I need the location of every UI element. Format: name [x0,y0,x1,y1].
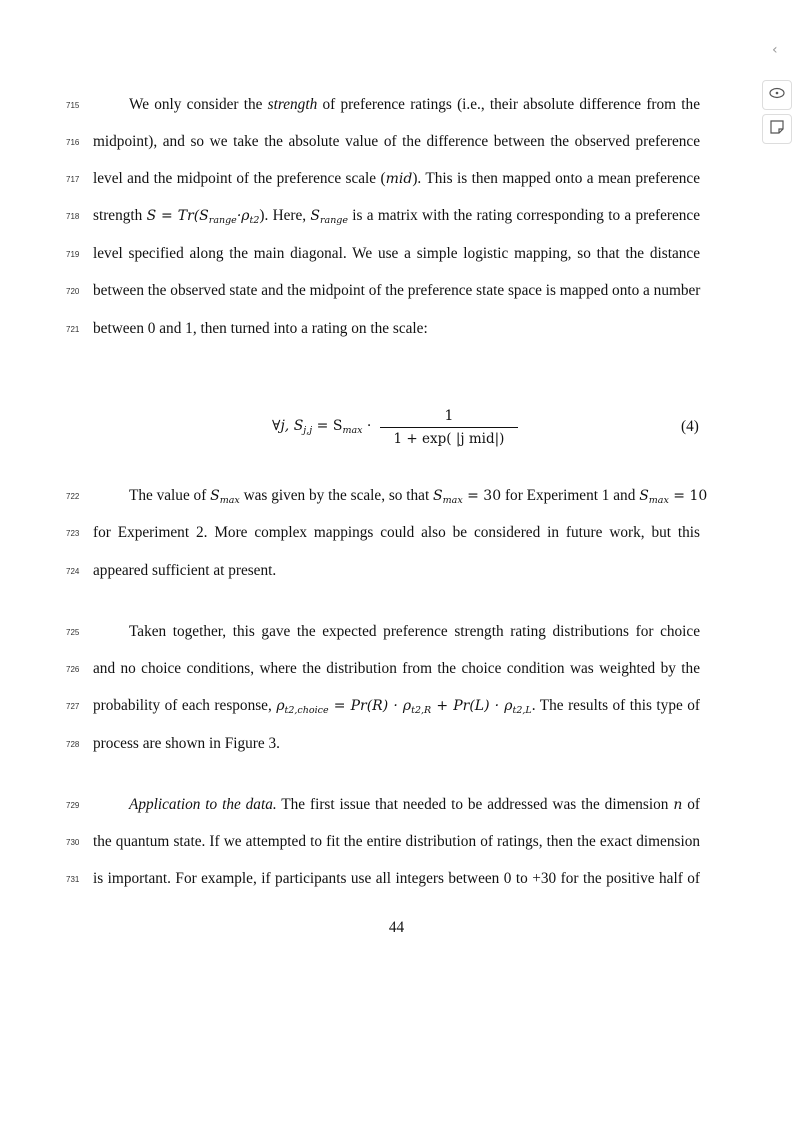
line-number: 728 [66,740,80,749]
line-text: appeared sufficient at present. [93,562,277,579]
line-text: between the observed state and the midpoint of the preference state space is mapped onto a number [93,282,701,299]
fraction-denominator: 1 + exp( |j mid|) [393,431,505,447]
line-number: 715 [66,101,80,110]
view-button[interactable] [762,80,792,110]
sticky-note-icon [769,119,785,140]
line-number: 723 [66,529,80,538]
line-number: 721 [66,325,80,334]
line-text: for Experiment 2. More complex mappings could also be considered in future work, but this [93,524,700,541]
line-text: midpoint), and so we take the absolute value of the difference between the observed preference [93,133,700,150]
line-number: 716 [66,138,80,147]
text-line [0,169,793,189]
equation-4 [0,405,793,450]
fraction-bar [380,427,518,428]
line-number: 729 [66,801,80,810]
line-text: We only consider the strength of preference ratings (i.e., their absolute difference from the [129,96,700,113]
note-button[interactable] [762,114,792,144]
text-line [0,832,793,852]
text-line [0,319,793,339]
text-line [0,281,793,301]
equation-fraction [380,407,518,448]
line-number: 719 [66,250,80,259]
text-line [0,244,793,264]
line-number: 725 [66,628,80,637]
line-text: strength $S = Tr(S_{range}\cdot\rho_{t2})$. Here, $S_{range}$ is a matrix with the rating corresponding to a preference [93,207,700,226]
line-text: and no choice conditions, where the distribution from the choice condition was weighted by the [93,660,700,677]
text-line [0,869,793,889]
page-number: 44 [388,919,405,936]
chevron-left-icon[interactable]: ‹ [772,42,778,58]
text-line [0,206,793,226]
line-text: between 0 and 1, then turned into a rating on the scale: [93,320,428,337]
text-line [0,659,793,679]
line-number: 726 [66,665,80,674]
text-line [0,734,793,754]
text-line [0,795,793,815]
text-line [0,561,793,581]
text-line [0,132,793,152]
line-number: 731 [66,875,80,884]
line-number: 730 [66,838,80,847]
line-number: 720 [66,287,80,296]
line-text: level and the midpoint of the preference scale (mid). This is then mapped onto a mean preference [93,170,700,187]
line-text: level specified along the main diagonal. We use a simple logistic mapping, so that the distance [93,245,700,262]
paragraph-heading: Application to the data. [129,796,277,813]
line-text: the quantum state. If we attempted to fit the entire distribution of ratings, then the exact dimension [93,833,700,850]
text-line [0,95,793,115]
eye-icon [769,86,785,104]
equation-lhs: ∀j, $S_{j,j} = S_{max}$ · [272,418,372,436]
line-text: Taken together, this gave the expected preference strength rating distributions for choice [129,623,700,640]
fraction-numerator: 1 [444,408,454,424]
line-text: The value of $S_{max}$ was given by the scale, so that $S_{max} = 30$ for Experiment 1 and $S_{max} = 10$ [129,487,708,506]
text-line [0,696,793,716]
text-line [0,622,793,642]
line-text: probability of each response, $\rho_{t2,choice} = Pr(R) \cdot \rho_{t2,R} + Pr(L) \cdot \rho_{t2,L}$. The results of this type of [93,697,701,716]
line-text: is important. For example, if participants use all integers between 0 to +30 for the positive half of [93,870,700,887]
line-text: process are shown in Figure 3. [93,735,280,752]
text-line [0,523,793,543]
line-number: 718 [66,212,80,221]
equation-number: (4) [681,418,699,435]
line-number: 717 [66,175,80,184]
line-number: 727 [66,702,80,711]
line-text: Application to the data. The first issue that needed to be addressed was the dimension n of [129,796,700,813]
text-line [0,486,793,506]
line-number: 724 [66,567,80,576]
line-number: 722 [66,492,80,501]
